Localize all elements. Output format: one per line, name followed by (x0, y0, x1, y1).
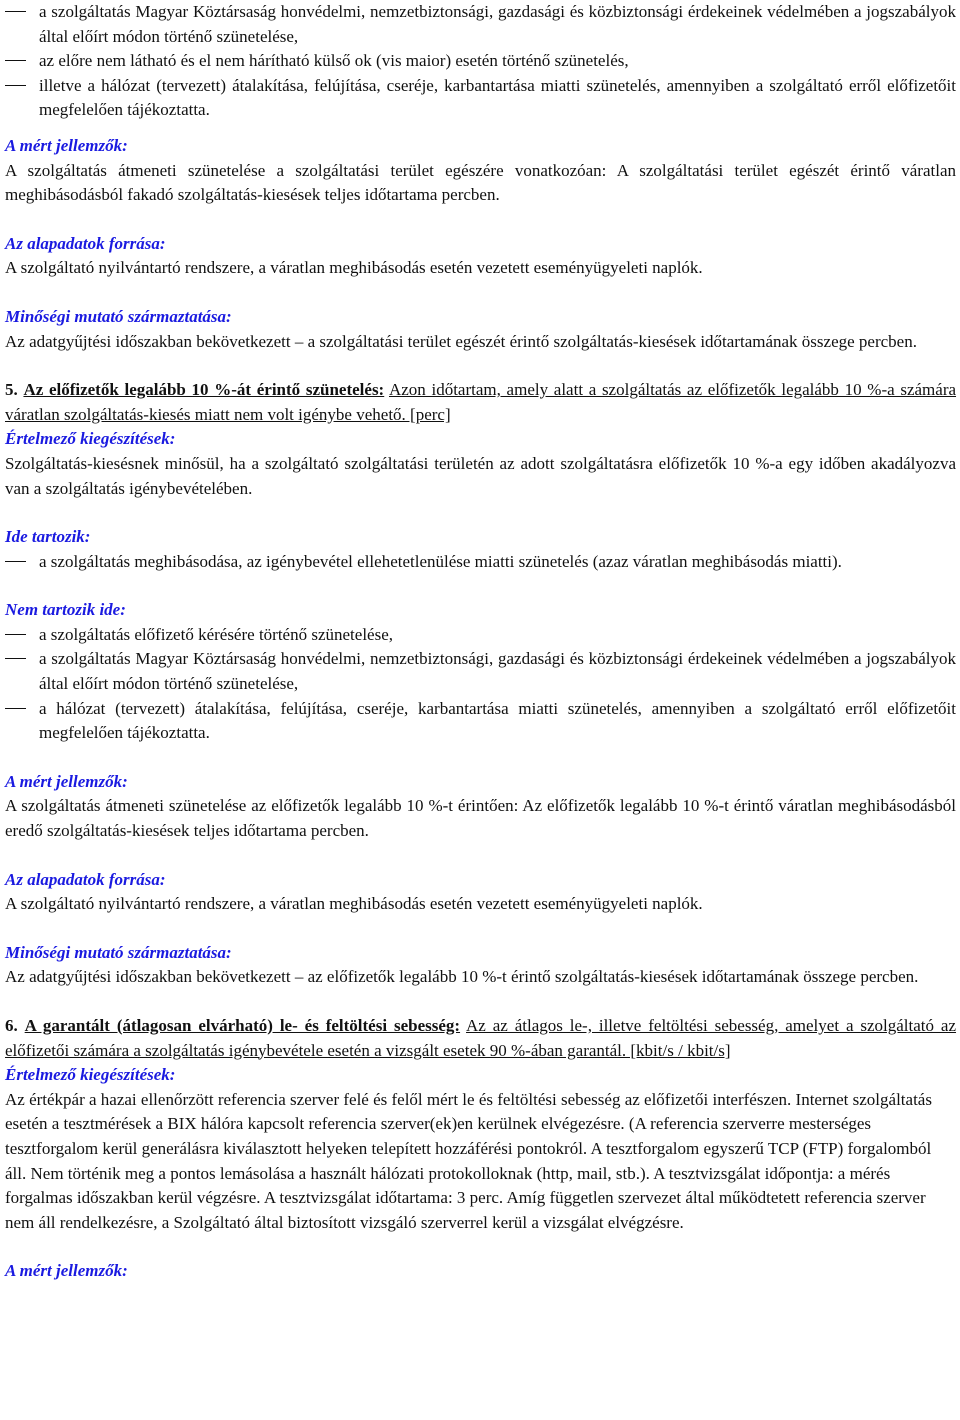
list-item: a szolgáltatás Magyar Köztársaság honvédelmi, nemzetbiztonsági, gazdasági és közbiztonsági érdekeinek védelmében a jogszabályok által előírt módon történő szünetelése, (5, 647, 956, 696)
derivation-text: Az adatgyűjtési időszakban bekövetkezett – az előfizetők legalább 10 %-t érintő szolgáltatás-kiesések időtartamának összege percben. (5, 967, 919, 987)
list-item: a szolgáltatás Magyar Köztársaság honvédelmi, nemzetbiztonsági, gazdasági és közbiztonsági érdekeinek védelmében a jogszabályok által előírt módon történő szünetelése, (5, 0, 956, 49)
list-item: a szolgáltatás meghibásodása, az igénybevétel ellehetetlenülése miatti szünetelés (azaz váratlan meghibásodás miatti). (5, 550, 956, 575)
interp-label: Értelmező kiegészítések: (5, 1065, 176, 1085)
measured-label: A mért jellemzők: (5, 771, 128, 791)
list-item: a hálózat (tervezett) átalakítása, felújítása, cseréje, karbantartása miatti szünetelés, amennyiben a szolgáltató erről előfizetőit megfelelően tájékoztatta. (5, 697, 956, 746)
derivation-text: Az adatgyűjtési időszakban bekövetkezett – a szolgáltatási terület egészét érintő szolgáltatás-kiesések időtartamának összege percben. (5, 331, 917, 351)
source-text: A szolgáltató nyilvántartó rendszere, a váratlan meghibásodás esetén vezetett eseményügyeleti naplók. (5, 258, 703, 278)
section-5-heading (5, 378, 956, 427)
section-number: 5. (5, 380, 18, 400)
includes-list (5, 550, 956, 575)
section-title: A garantált (átlagosan elvárható) le- és feltöltési sebesség: (24, 1016, 461, 1035)
section-definition: Azon időtartam, amely alatt a szolgáltatás az előfizetők legalább 10 %-a számára váratlan szolgáltatás-kiesés miatt nem volt igénybe vehető. [perc] (5, 380, 957, 424)
source-label: Az alapadatok forrása: (5, 869, 166, 889)
document-page (5, 0, 956, 1284)
interp-text: Szolgáltatás-kiesésnek minősül, ha a szolgáltató szolgáltatási területén az adott szolgáltatásra előfizetők 10 %-a egy időben akadályozva van a szolgáltatás igénybevételében. (5, 453, 956, 498)
measured-text: A szolgáltatás átmeneti szünetelése az előfizetők legalább 10 %-t érintően: Az előfizetők legalább 10 %-t érintő váratlan meghibásodásból eredő szolgáltatás-kiesések teljes időtartama percben. (5, 796, 956, 841)
interp-text: Az értékpár a hazai ellenőrzött referencia szerver felé és felől mért le és feltöltési sebesség az előfizetői interfészen. Internet szolgáltatás esetén a tesztmérések a BIX hálóra kapcsolt referencia szerver(ek)en kerülnek elvégezésre. (A referencia szerverre mesterséges tesztforgalom kerül generálásra kiválasztott helyeken telepített hozzáférési pontokról. A tesztforgalom egyszerű TCP (FTP) forgalomból áll. Nem történik meg a pontos lemásolása a használt hálózati protokolloknak (http, mail, stb.). A tesztvizsgálat időpontja: a mérés forgalmas időszakban kerül végzésre. A tesztvizsgálat időtartama: 3 perc. Amíg független szervezet által működtetett referencia szerver nem áll rendelkezésre, a Szolgáltató által biztosított vizsgáló szerverrel kerül a vizsgálat elvégzésre. (5, 1089, 932, 1232)
measured-label: A mért jellemzők: (5, 1261, 128, 1281)
source-text: A szolgáltató nyilvántartó rendszere, a váratlan meghibásodás esetén vezetett eseményügyeleti naplók. (5, 894, 703, 914)
derivation-label: Minőségi mutató származtatása: (5, 942, 232, 962)
derivation-label: Minőségi mutató származtatása: (5, 306, 232, 326)
interp-label: Értelmező kiegészítések: (5, 429, 176, 449)
list-item: a szolgáltatás előfizető kérésére történő szünetelése, (5, 623, 956, 648)
section-title: Az előfizetők legalább 10 %-át érintő szünetelés: (23, 380, 385, 400)
source-label: Az alapadatok forrása: (5, 233, 166, 253)
section-6-heading (5, 1014, 956, 1063)
includes-label: Ide tartozik: (5, 527, 91, 547)
top-dash-list (5, 0, 956, 123)
section-number: 6. (5, 1016, 18, 1035)
measured-label: A mért jellemzők: (5, 135, 128, 155)
list-item: az előre nem látható és el nem hárítható külső ok (vis maior) esetén történő szünetelés, (5, 49, 956, 74)
section-definition: Az az átlagos le-, illetve feltöltési sebesség, amelyet a szolgáltató az előfizetői számára a szolgáltatás igénybevétele esetén a vizsgált esetek 90 %-ában garantál. [kbit/s / kbit/s] (5, 1016, 957, 1060)
list-item: illetve a hálózat (tervezett) átalakítása, felújítása, cseréje, karbantartása miatti szünetelés, amennyiben a szolgáltató erről előfizetőit megfelelően tájékoztatta. (5, 74, 956, 123)
measured-text: A szolgáltatás átmeneti szünetelése a szolgáltatási terület egészére vonatkozóan: A szolgáltatási terület egészét érintő váratlan meghibásodásból fakadó szolgáltatás-kiesések teljes időtartama percben. (5, 160, 956, 205)
excludes-label: Nem tartozik ide: (5, 600, 126, 620)
excludes-list (5, 623, 956, 746)
